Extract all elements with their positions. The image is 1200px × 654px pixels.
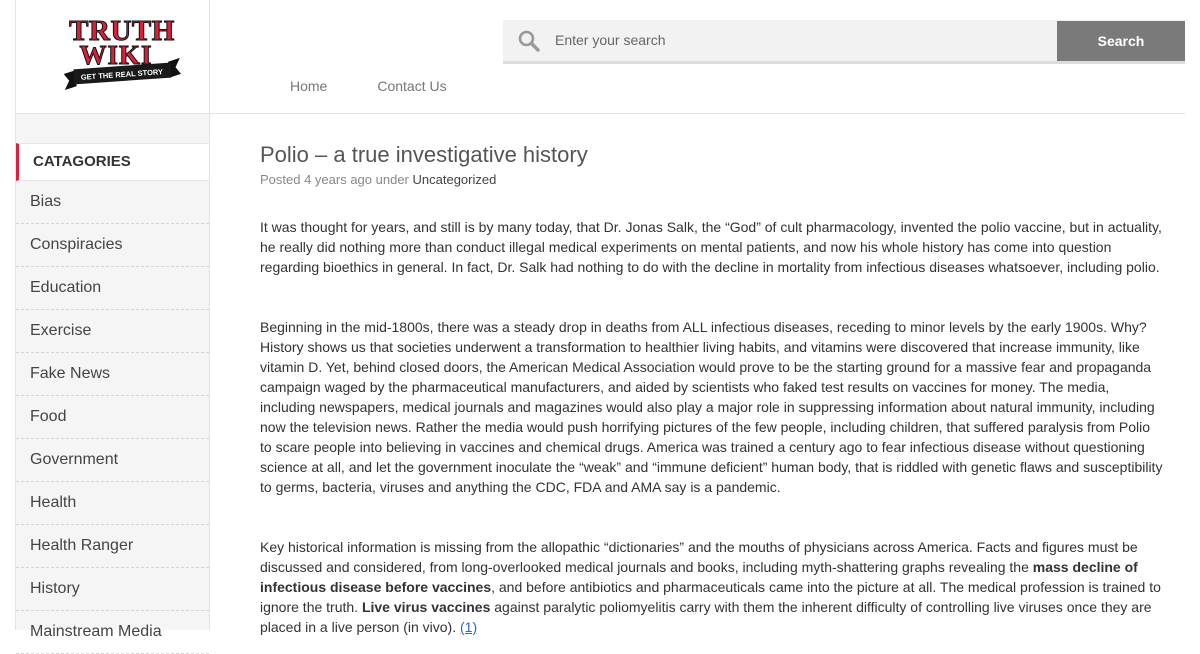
nav-contact-us-link[interactable]: Contact Us [377, 78, 447, 94]
posted-info: Posted 4 years ago under [260, 172, 409, 187]
truth-wiki-logo[interactable] [60, 14, 185, 90]
category-bias[interactable]: Bias [16, 181, 209, 224]
top-navigation [290, 78, 447, 94]
categories-list [16, 181, 209, 654]
search-icon [517, 29, 541, 53]
category-history[interactable]: History [16, 568, 209, 611]
p3-text-2: , and before antibiotics and pharmaceuticals came into the picture at all. The medical profession is trained to ignore the truth. [260, 579, 1161, 615]
footnote-link[interactable]: (1) [460, 619, 478, 635]
categories-heading: CATAGORIES [16, 143, 209, 181]
p3-bold-1: mass decline of infectious disease before vaccines [260, 559, 1138, 595]
article-title: Polio – a true investigative history [260, 142, 588, 167]
category-food[interactable]: Food [16, 396, 209, 439]
category-health-ranger[interactable]: Health Ranger [16, 525, 209, 568]
category-education[interactable]: Education [16, 267, 209, 310]
nav-home-link[interactable]: Home [290, 78, 328, 94]
p3-text-3: against paralytic poliomyelitis carry with them the inherent difficulty of controlling live viruses once they are placed in a live person (in vivo). [260, 599, 1152, 635]
search-button[interactable]: Search [1057, 21, 1185, 61]
logo-line1: TRUTH [69, 15, 175, 47]
article-meta [260, 172, 1165, 187]
article-paragraph-3 [260, 537, 1165, 637]
logo-line2: WIKI [79, 40, 153, 70]
category-exercise[interactable]: Exercise [16, 310, 209, 353]
category-government[interactable]: Government [16, 439, 209, 482]
article-paragraph-2: Beginning in the mid-1800s, there was a steady drop in deaths from ALL infectious diseases, receding to minor levels by the early 1900s. Why? History shows us that societies underwent a transformation to healthier living habits, and vitamins were discovered that increase immunity, like vitamin D. Yet, behind closed doors, the American Medical Association would prove to be the starting ground for a massive fear and propaganda campaign waged by the pharmaceutical manufacturers, and aided by scientists who faked test results on vaccines for money. The media, including newspapers, medical journals and magazines would also play a major role in suppressing information about natural immunity, including now the television news. Rather the media would push horrifying pictures of the few people, including children, that suffered paralysis from Polio to scare people into believing in vaccines and chemical drugs. America was trained a century ago to fear infectious disease without questioning science at all, and let the government inoculate the “weak” and “immune deficient” human body, that is riddled with genetic flaws and susceptibility to germs, bacteria, viruses and anything the CDC, FDA and AMA say is a pandemic. [260, 319, 1163, 495]
p3-bold-2: Live virus vaccines [361, 599, 491, 615]
logo-tagline: GET THE REAL STORY [80, 67, 164, 82]
category-mainstream-media[interactable]: Mainstream Media [16, 611, 209, 654]
site-logo-area [16, 0, 210, 113]
category-health[interactable]: Health [16, 482, 209, 525]
article [260, 140, 1165, 635]
p3-text-1: Key historical information is missing from the allopathic “dictionaries” and the mouths of physicians across America. Facts and figures must be discussed and considered, from long-overlooked medical journals and books, including myth-shattering graphs revealing the [260, 539, 1138, 575]
search-bar [503, 20, 1185, 64]
category-conspiracies[interactable]: Conspiracies [16, 224, 209, 267]
category-fake-news[interactable]: Fake News [16, 353, 209, 396]
article-paragraph-1: It was thought for years, and still is by many today, that Dr. Jonas Salk, the “God” of cult pharmacology, invented the polio vaccine, but in actuality, he really did nothing more than conduct illegal medical experiments on mental patients, and now his whole history has come into question regarding bioethics in general. In fact, Dr. Salk had nothing to do with the decline in mortality from infectious diseases whatsoever, including polio. [260, 219, 1162, 275]
search-input[interactable] [555, 28, 1045, 52]
category-link[interactable]: Uncategorized [412, 172, 497, 187]
sidebar [16, 114, 210, 640]
